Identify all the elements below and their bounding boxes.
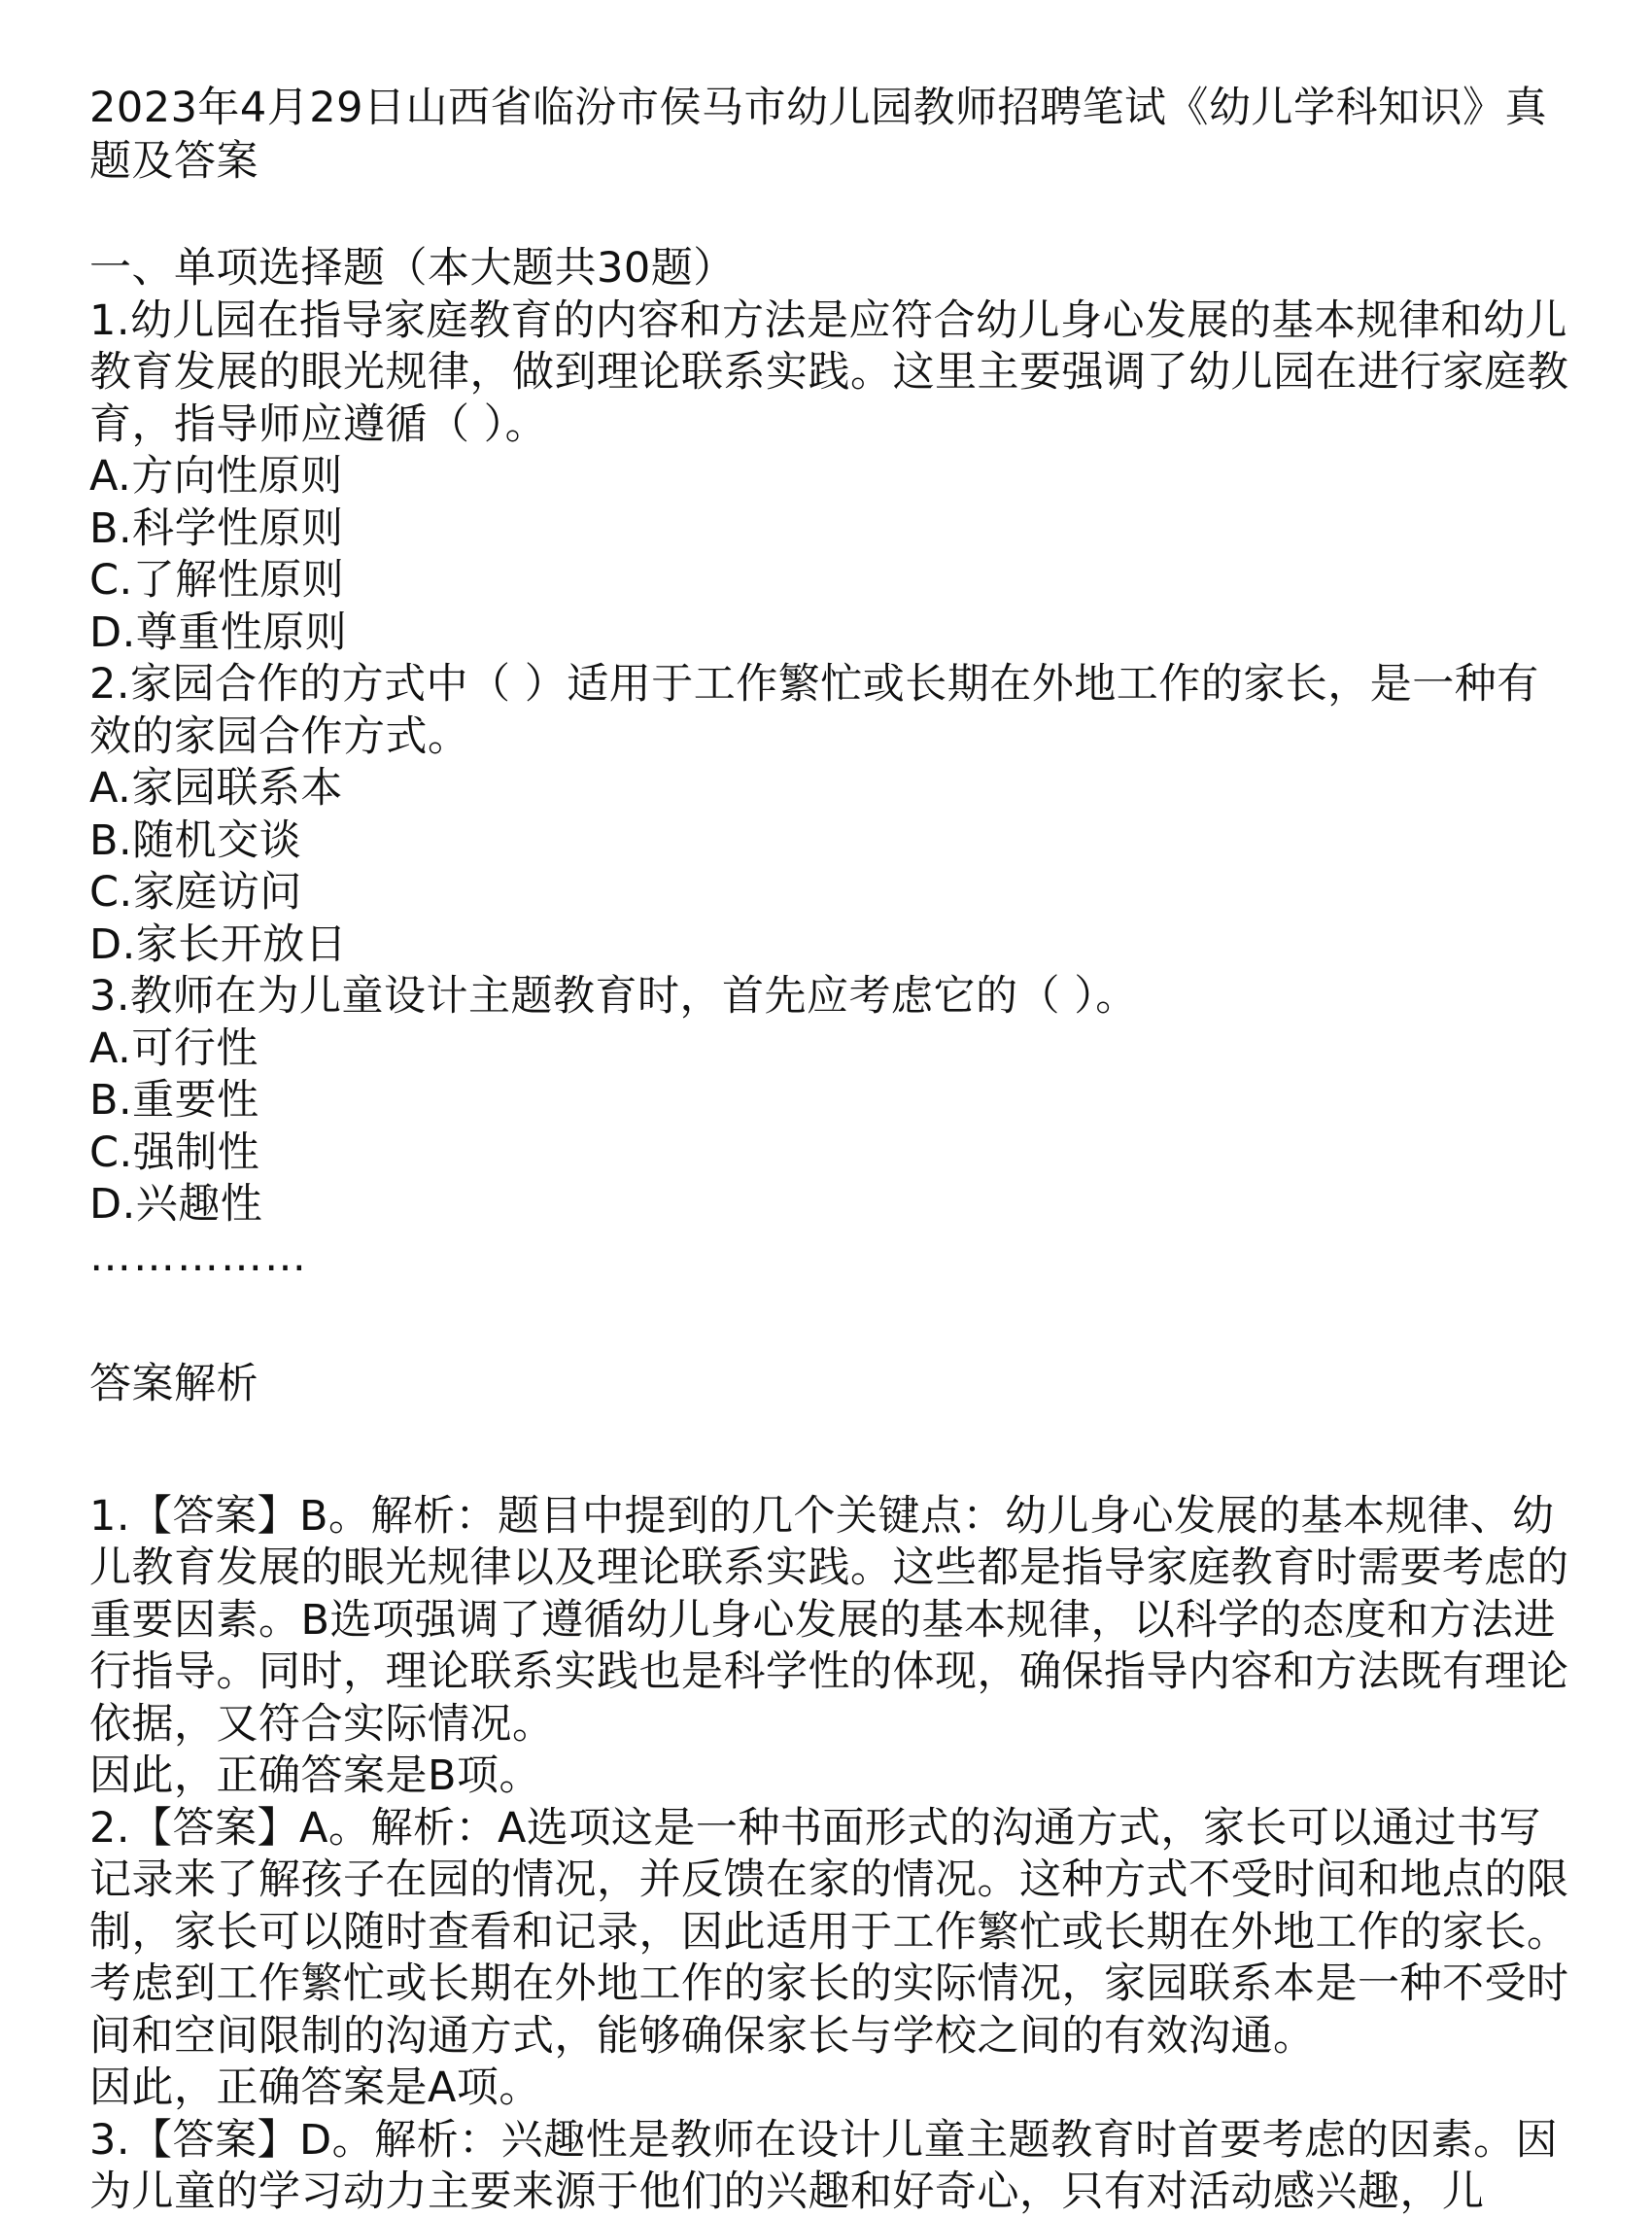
option-a: A.可行性: [89, 1023, 258, 1073]
option-b: B.随机交谈: [89, 815, 302, 865]
document-title: 2023年4月29日山西省临汾市侯马市幼儿园教师招聘笔试《幼儿学科知识》真题及答案: [89, 84, 1548, 186]
answer-explanation: 1.【答案】B。解析：题目中提到的几个关键点：幼儿身心发展的基本规律、幼儿教育发展的眼光规律以及理论联系实践。这些都是指导家庭教育时需要考虑的重要因素。B选项强调了遵循幼儿身心发展的基本规律，以科学的态度和方法进行指导。同时，理论联系实践也是科学性的体现，确保指导内容和方法既有理论依据，又符合实际情况。: [89, 1491, 1569, 1749]
option-d: D.兴趣性: [89, 1180, 263, 1229]
exam-document: [89, 82, 1576, 2219]
section-heading: 一、单项选择题（本大题共30题）: [89, 244, 736, 293]
option-b: B.科学性原则: [89, 503, 344, 553]
option-c: C.家庭访问: [89, 868, 302, 917]
ellipsis: ……………: [89, 1231, 308, 1281]
option-a: A.家园联系本: [89, 764, 343, 813]
option-d: D.家长开放日: [89, 919, 348, 969]
option-c: C.了解性原则: [89, 556, 345, 605]
answer-explanation: 2.【答案】A。解析：A选项这是一种书面形式的沟通方式，家长可以通过书写记录来了解孩子在园的情况，并反馈在家的情况。这种方式不受时间和地点的限制，家长可以随时查看和记录，因此适用于工作繁忙或长期在外地工作的家长。考虑到工作繁忙或长期在外地工作的家长的实际情况，家园联系本是一种不受时间和空间限制的沟通方式，能够确保家长与学校之间的有效沟通。: [89, 1803, 1569, 2061]
question-stem: 1.幼儿园在指导家庭教育的内容和方法是应符合幼儿身心发展的基本规律和幼儿教育发展的眼光规律，做到理论联系实践。这里主要强调了幼儿园在进行家庭教育，指导师应遵循（ ）。: [89, 295, 1569, 449]
answer-conclusion: 因此，正确答案是B项。: [89, 1751, 541, 1800]
answer-3: [89, 2115, 1576, 2219]
option-d: D.尊重性原则: [89, 607, 348, 657]
answer-1: [89, 1491, 1576, 1803]
option-c: C.强制性: [89, 1127, 260, 1177]
answers-heading: 答案解析: [89, 1360, 258, 1408]
question-3: [89, 971, 1576, 1231]
option-b: B.重要性: [89, 1076, 259, 1125]
option-a: A.方向性原则: [89, 452, 343, 501]
question-stem: 3.教师在为儿童设计主题教育时，首先应考虑它的（ ）。: [89, 972, 1138, 1021]
answer-conclusion: 因此，正确答案是A项。: [89, 2063, 541, 2112]
answer-explanation: 3.【答案】D。解析：兴趣性是教师在设计儿童主题教育时首要考虑的因素。因为儿童的学习动力主要来源于他们的兴趣和好奇心，只有对活动感兴趣，儿: [89, 2115, 1559, 2216]
question-stem: 2.家园合作的方式中（ ）适用于工作繁忙或长期在外地工作的家长，是一种有效的家园合作方式。: [89, 660, 1539, 761]
question-2: [89, 659, 1576, 971]
answer-2: [89, 1803, 1576, 2115]
question-1: [89, 295, 1576, 660]
